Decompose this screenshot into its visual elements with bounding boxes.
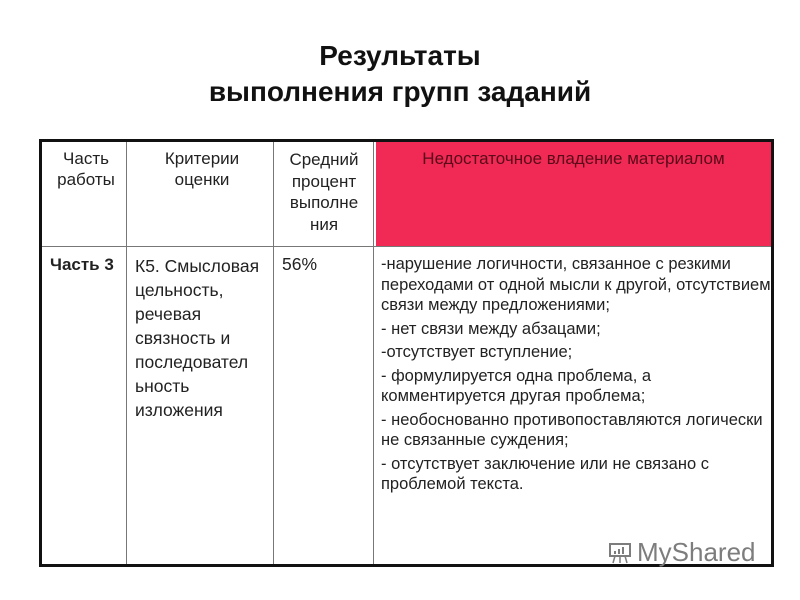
- row-issues-cell: [381, 254, 771, 498]
- issue-item: - отсутствует заключение или не связано с проблемой текста.: [381, 454, 709, 493]
- watermark: [607, 537, 756, 568]
- header-cell-issues: [376, 142, 771, 246]
- row-criteria-cell: [135, 254, 271, 422]
- header-issues-label: Недостаточное владение материалом: [422, 149, 725, 168]
- title-line-2: выполнения групп заданий: [208, 76, 592, 107]
- row-criteria-value: К5. Смысловая цельность, речевая связность и последовател ьность изложения: [135, 256, 260, 420]
- title-line-1: Результаты: [319, 40, 481, 71]
- row-percent-cell: [282, 254, 370, 275]
- issue-item: - нет связи между абзацами;: [381, 319, 601, 338]
- results-table: [39, 139, 774, 567]
- slide-title: [0, 38, 800, 110]
- row-part-value: Часть 3: [50, 255, 114, 274]
- column-divider: [373, 142, 374, 564]
- header-percent-label: Средний процент выполне ния: [289, 150, 359, 234]
- header-criteria-label: Критерии оценки: [164, 149, 240, 189]
- column-divider: [126, 142, 127, 564]
- header-cell-percent: [279, 142, 369, 235]
- column-divider: [273, 142, 274, 564]
- issue-item: -отсутствует вступление;: [381, 343, 573, 361]
- row-divider: [42, 246, 771, 247]
- issue-item: - формулируется одна проблема, а комментируется другая проблема;: [381, 366, 652, 405]
- issue-item: - необоснованно противопоставляются логически не связанные суждения;: [381, 410, 763, 449]
- header-part-label: Часть работы: [57, 149, 115, 189]
- presentation-board-icon: [607, 541, 633, 565]
- issue-item: -нарушение логичности, связанное с резкими переходами от одной мысли к другой, отсутствием связи между предложениями;: [381, 255, 771, 314]
- row-part-cell: [50, 254, 124, 276]
- watermark-text: MyShared: [637, 537, 756, 567]
- row-percent-value: 56%: [282, 254, 318, 274]
- header-cell-part: [48, 142, 124, 190]
- header-cell-criteria: [137, 142, 267, 190]
